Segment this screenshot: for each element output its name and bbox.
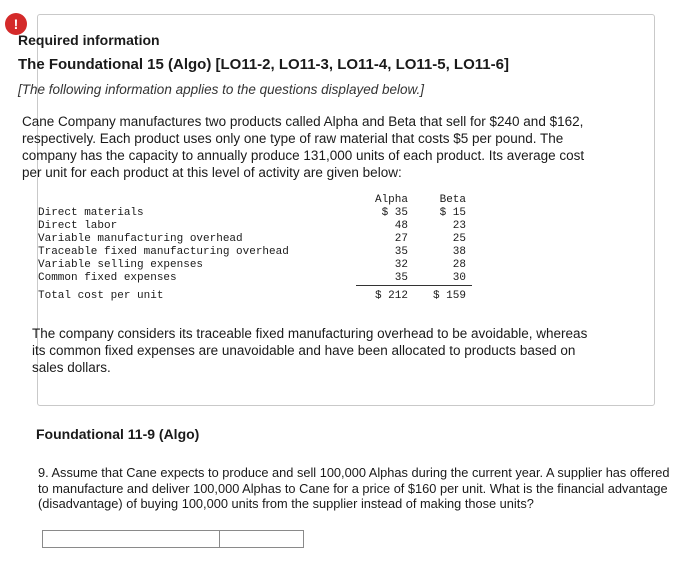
question-text: 9. Assume that Cane expects to produce and sell 100,000 Alphas during the current year. A supplier has offered to manufacture and deliver 100,000 Alphas to Cane for a price of $160 per unit. What is the financial advantage (disadvantage) of buying 100,000 units from the supplier instead of making those units?: [38, 465, 670, 511]
row-label: Common fixed expenses: [38, 272, 177, 285]
table-row: [38, 272, 472, 286]
required-information-label: Required information: [18, 32, 160, 48]
row-label: Traceable fixed manufacturing overhead: [38, 246, 289, 258]
intro-paragraph: Cane Company manufactures two products called Alpha and Beta that sell for $240 and $162, respectively. Each product uses only one type of raw material that costs $5 per pound. The company has the capacity to annually produce 131,000 units of each product. Its average cost per unit for each product at this level of activity are given below:: [22, 114, 585, 180]
answer-row: [42, 530, 304, 548]
row-label: Direct labor: [38, 220, 118, 232]
avoidable-overhead-note: The company considers its traceable fixed manufacturing overhead to be avoidable, whereas its common fixed expenses are unavoidable and have been allocated to products based on sales dollars.: [32, 326, 588, 375]
beta-value: 25: [452, 233, 466, 245]
table-row: [38, 246, 472, 259]
answer-label-field[interactable]: [42, 530, 220, 548]
info-note: [The following information applies to the questions displayed below.]: [18, 82, 424, 97]
header-alpha: Alpha: [374, 194, 408, 206]
alert-icon: !: [5, 13, 27, 35]
table-row: [38, 220, 472, 233]
alpha-total: $ 212: [374, 290, 408, 302]
table-row: [38, 207, 472, 220]
beta-value: 28: [452, 259, 466, 271]
table-row: [38, 259, 472, 272]
question-title: Foundational 11-9 (Algo): [36, 426, 200, 442]
beta-value: 30: [414, 272, 472, 286]
alpha-value: 32: [394, 259, 408, 271]
alpha-value: $ 35: [381, 207, 408, 219]
alpha-value: 27: [394, 233, 408, 245]
alpha-value: 35: [356, 272, 414, 286]
section-heading: The Foundational 15 (Algo) [LO11-2, LO11-3, LO11-4, LO11-5, LO11-6]: [18, 56, 509, 73]
cost-table: [38, 194, 472, 303]
table-header-row: [38, 194, 472, 207]
beta-value: 23: [452, 220, 466, 232]
header-beta: Beta: [439, 194, 466, 206]
total-row: [38, 286, 472, 304]
beta-total: $ 159: [432, 290, 466, 302]
alpha-value: 35: [394, 246, 408, 258]
row-label: Direct materials: [38, 207, 144, 219]
row-label: Variable selling expenses: [38, 259, 204, 271]
answer-input[interactable]: [220, 530, 304, 548]
beta-value: 38: [452, 246, 466, 258]
total-label: Total cost per unit: [38, 289, 164, 302]
table-row: [38, 233, 472, 246]
alpha-value: 48: [394, 220, 408, 232]
row-label: Variable manufacturing overhead: [38, 233, 243, 245]
beta-value: $ 15: [439, 207, 466, 219]
